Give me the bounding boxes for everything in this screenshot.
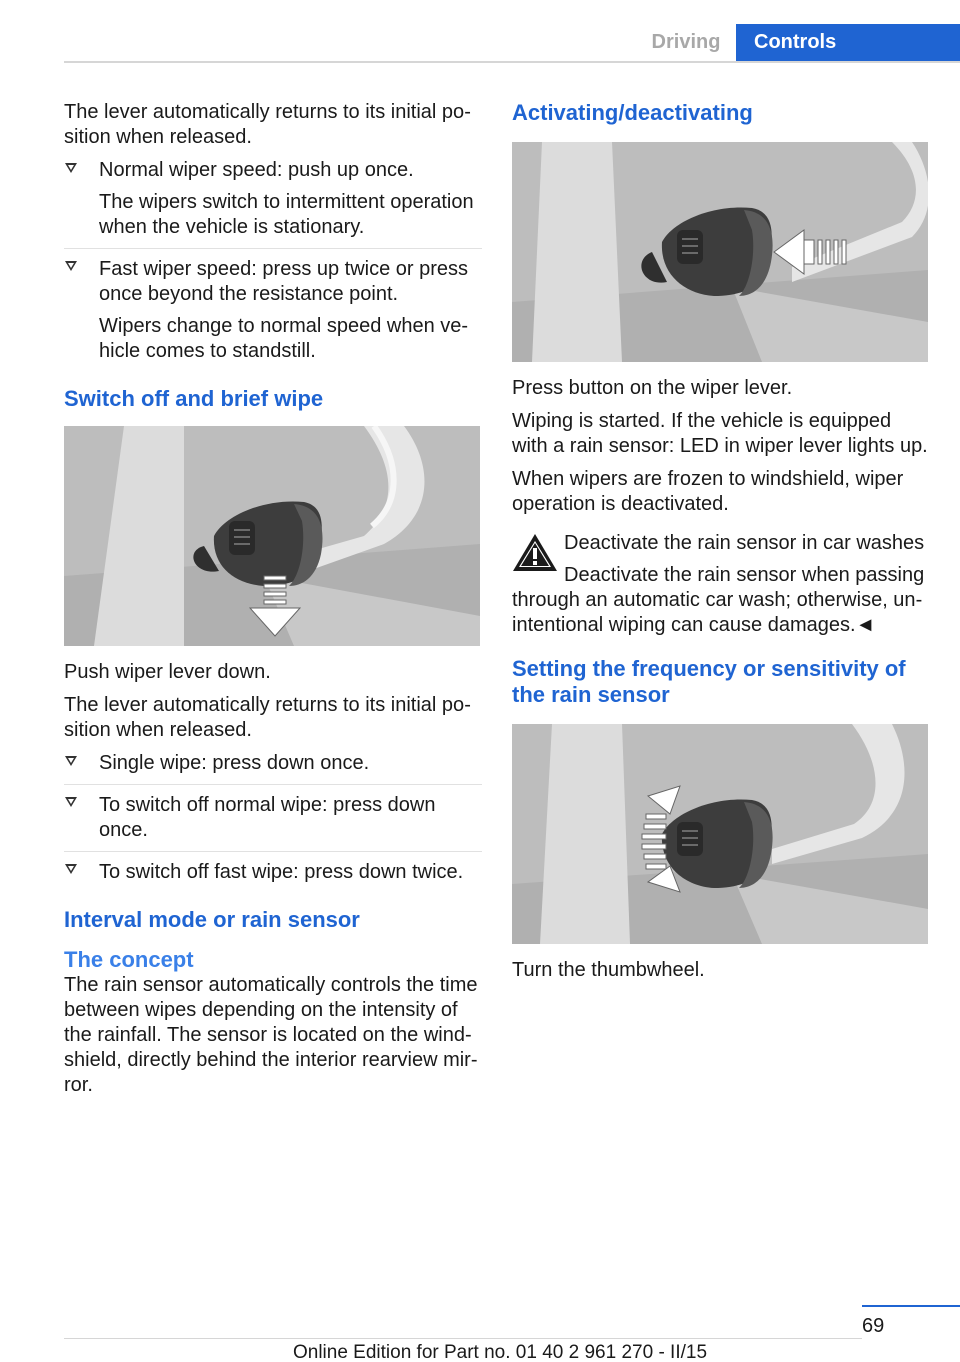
figure-push-down xyxy=(64,426,480,646)
tab-section: Driving xyxy=(651,31,721,53)
list-item-text: Fast wiper speed: press up twice or press once beyond the resistance point. xyxy=(99,258,469,305)
warning-icon xyxy=(512,532,558,572)
paragraph-started: Wiping is started. If the vehicle is equipped with a rain sensor: LED in wiper lever lights up. xyxy=(512,410,928,457)
list-item xyxy=(64,158,482,249)
list-item-text: Single wipe: press down once. xyxy=(99,752,370,774)
paragraph-frozen: When wipers are frozen to windshield, wiper operation is deactivated. xyxy=(512,468,904,515)
bullet-triangle-icon xyxy=(65,261,77,271)
list-item-text: To switch off normal wipe: press down once. xyxy=(99,794,436,841)
warning-title: Deactivate the rain sensor in car washes xyxy=(564,532,925,554)
paragraph-concept: The rain sensor automatically controls the time between wipes depending on the intensity of the rainfall. The sensor is located on the windshield, directly behind the interior rearview mirror. xyxy=(64,974,478,1096)
bullet-triangle-icon xyxy=(65,163,77,173)
warning-text: Deactivate the rain sensor when passing through an automatic car wash; otherwise, unintentional wiping can cause damages.◄ xyxy=(512,564,925,636)
paragraph-returns: The lever automatically returns to its initial position when released. xyxy=(64,694,471,741)
figure-press-button xyxy=(512,142,928,362)
list-item xyxy=(64,249,482,372)
page-number: 69 xyxy=(862,1315,885,1337)
list-item xyxy=(64,785,482,852)
wiper-lever-button-illustration xyxy=(512,142,928,362)
list-item xyxy=(64,852,482,893)
left-column xyxy=(64,100,482,1106)
speed-list xyxy=(64,158,482,372)
heading-interval: Interval mode or rain sensor xyxy=(64,907,360,932)
bullet-triangle-icon xyxy=(65,797,77,807)
right-column xyxy=(512,100,930,991)
thumbwheel-illustration xyxy=(512,724,928,944)
page-number-rule xyxy=(862,1305,960,1307)
list-item-subtext: The wipers switch to intermittent operation when the vehicle is stationary. xyxy=(99,191,474,238)
wiper-lever-down-illustration xyxy=(64,426,480,646)
header-divider xyxy=(64,61,960,63)
bullet-triangle-icon xyxy=(65,864,77,874)
heading-activating: Activating/deactivating xyxy=(512,100,753,125)
heading-frequency: Setting the frequency or sensitivity of the rain sensor xyxy=(512,656,906,707)
list-item xyxy=(64,751,482,785)
list-item-text: To switch off fast wipe: press down twice. xyxy=(99,861,464,883)
footer-divider xyxy=(64,1338,862,1339)
bullet-triangle-icon xyxy=(65,756,77,766)
switch-off-list xyxy=(64,751,482,893)
page-header xyxy=(0,24,960,64)
paragraph-turn: Turn the thumbwheel. xyxy=(512,959,705,981)
intro-paragraph: The lever automatically returns to its initial position when released. xyxy=(64,101,471,148)
figure-caption: Push wiper lever down. xyxy=(64,661,271,683)
heading-concept: The concept xyxy=(64,947,194,972)
list-item-subtext: Wipers change to normal speed when vehicle comes to standstill. xyxy=(99,315,469,362)
edition-note: Online Edition for Part no. 01 40 2 961 270 - II/15 xyxy=(292,1342,708,1362)
paragraph-press: Press button on the wiper lever. xyxy=(512,377,793,399)
warning-box xyxy=(512,531,930,638)
list-item-text: Normal wiper speed: push up once. xyxy=(99,159,414,181)
tab-chapter: Controls xyxy=(736,24,960,61)
figure-thumbwheel xyxy=(512,724,928,944)
heading-switch-off: Switch off and brief wipe xyxy=(64,386,324,411)
